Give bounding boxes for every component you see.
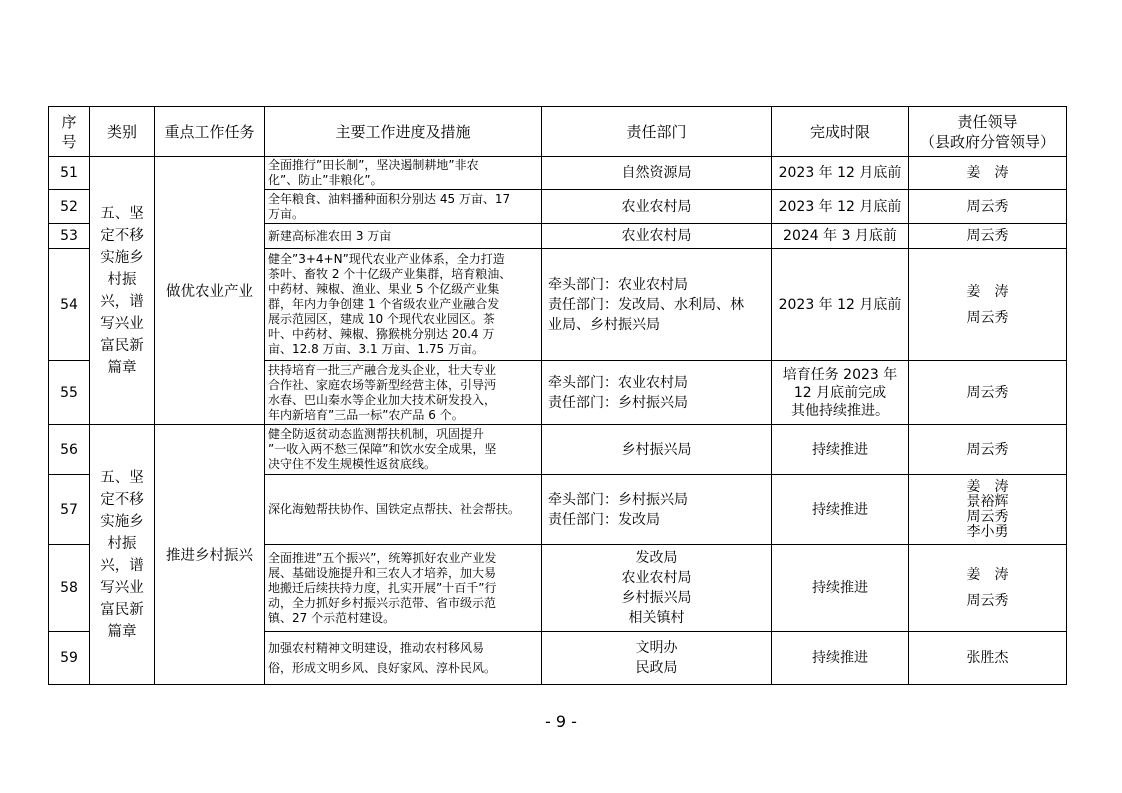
deadline-cell: 2024 年 3 月底前 — [772, 224, 909, 249]
row-number: 51 — [49, 157, 90, 190]
row-number: 58 — [49, 545, 90, 632]
deadline-cell: 2023 年 12 月底前 — [772, 157, 909, 190]
row-number: 54 — [49, 249, 90, 361]
measures-cell: 加强农村精神文明建设，推动农村移风易 俗，形成文明乡风、良好家风、淳朴民风。 — [265, 632, 542, 685]
measures-cell: 全年粮食、油料播种面积分别达 45 万亩、17 万亩。 — [265, 190, 542, 224]
leader-cell: 张胜杰 — [909, 632, 1067, 685]
dept-cell: 牵头部门：农业农村局 责任部门：发改局、水利局、林 业局、乡村振兴局 — [542, 249, 772, 361]
dept-cell: 自然资源局 — [542, 157, 772, 190]
page-number: - 9 - — [545, 712, 577, 731]
dept-cell: 牵头部门：农业农村局 责任部门：乡村振兴局 — [542, 361, 772, 425]
leader-cell: 周云秀 — [909, 425, 1067, 475]
measures-cell: 健全防返贫动态监测帮扶机制，巩固提升 ”一收入两不愁三保障”和饮水安全成果，坚 决守住不发生规模性返贫底线。 — [265, 425, 542, 475]
dept-cell: 发改局 农业农村局 乡村振兴局 相关镇村 — [542, 545, 772, 632]
category-cell: 五、坚 定不移 实施乡 村振 兴，谱 写兴业 富民新 篇章 — [90, 425, 155, 685]
row-number: 56 — [49, 425, 90, 475]
measures-cell: 健全”3+4+N”现代农业产业体系，全力打造 茶叶、畜牧 2 个十亿级产业集群，培育粮油、 中药材、辣椒、渔业、果业 5 个亿级产业集 群，年内力争创建 1 个省级农业产业融合发 展示范园区，建成 10 个现代农业园区。茶 叶、中药材、辣椒、猕猴桃分别达 20.4 万 亩、12.8 万亩、3.1 万亩、1.75 万亩。 — [265, 249, 542, 361]
row-number: 55 — [49, 361, 90, 425]
header-dept: 责任部门 — [542, 107, 772, 157]
category-cell: 五、坚 定不移 实施乡 村振 兴，谱 写兴业 富民新 篇章 — [90, 157, 155, 425]
leader-cell: 姜 涛 — [909, 157, 1067, 190]
deadline-cell: 培育任务 2023 年 12 月底前完成 其他持续推进。 — [772, 361, 909, 425]
measures-cell: 全面推进”五个振兴”，统筹抓好农业产业发 展、基础设施提升和三农人才培养，加大易 地搬迁后续扶持力度，扎实开展”十百千”行 动，全力抓好乡村振兴示范带、省市级示范 镇、27 个示范村建设。 — [265, 545, 542, 632]
header-category: 类别 — [90, 107, 155, 157]
leader-cell: 周云秀 — [909, 361, 1067, 425]
deadline-cell: 持续推进 — [772, 545, 909, 632]
header-seq: 序 号 — [49, 107, 90, 157]
table-row — [49, 157, 1067, 190]
task-cell: 推进乡村振兴 — [155, 425, 265, 685]
measures-cell: 全面推行”田长制”，坚决遏制耕地”非农 化”、防止”非粮化”。 — [265, 157, 542, 190]
row-number: 53 — [49, 224, 90, 249]
measures-cell: 深化海勉帮扶协作、国铁定点帮扶、社会帮扶。 — [265, 475, 542, 545]
leader-cell: 周云秀 — [909, 224, 1067, 249]
table-header-row — [49, 107, 1067, 157]
deadline-cell: 持续推进 — [772, 632, 909, 685]
deadline-cell: 2023 年 12 月底前 — [772, 190, 909, 224]
task-cell: 做优农业产业 — [155, 157, 265, 425]
leader-cell: 姜 涛 周云秀 — [909, 545, 1067, 632]
header-leader: 责任领导 （县政府分管领导） — [909, 107, 1067, 157]
dept-cell: 农业农村局 — [542, 224, 772, 249]
header-task: 重点工作任务 — [155, 107, 265, 157]
deadline-cell: 持续推进 — [772, 475, 909, 545]
leader-cell: 姜 涛 周云秀 — [909, 249, 1067, 361]
deadline-cell: 2023 年 12 月底前 — [772, 249, 909, 361]
dept-cell: 文明办 民政局 — [542, 632, 772, 685]
leader-cell: 姜 涛 景裕辉 周云秀 李小勇 — [909, 475, 1067, 545]
header-measures: 主要工作进度及措施 — [265, 107, 542, 157]
row-number: 59 — [49, 632, 90, 685]
measures-cell: 扶持培育一批三产融合龙头企业，壮大专业 合作社、家庭农场等新型经营主体，引导沔 水春、巴山秦水等企业加大技术研发投入， 年内新培育”三品一标”农产品 6 个。 — [265, 361, 542, 425]
row-number: 57 — [49, 475, 90, 545]
table-row — [49, 425, 1067, 475]
work-task-table — [48, 106, 1067, 685]
dept-cell: 乡村振兴局 — [542, 425, 772, 475]
measures-cell: 新建高标准农田 3 万亩 — [265, 224, 542, 249]
leader-cell: 周云秀 — [909, 190, 1067, 224]
dept-cell: 农业农村局 — [542, 190, 772, 224]
deadline-cell: 持续推进 — [772, 425, 909, 475]
header-deadline: 完成时限 — [772, 107, 909, 157]
row-number: 52 — [49, 190, 90, 224]
dept-cell: 牵头部门：乡村振兴局 责任部门：发改局 — [542, 475, 772, 545]
